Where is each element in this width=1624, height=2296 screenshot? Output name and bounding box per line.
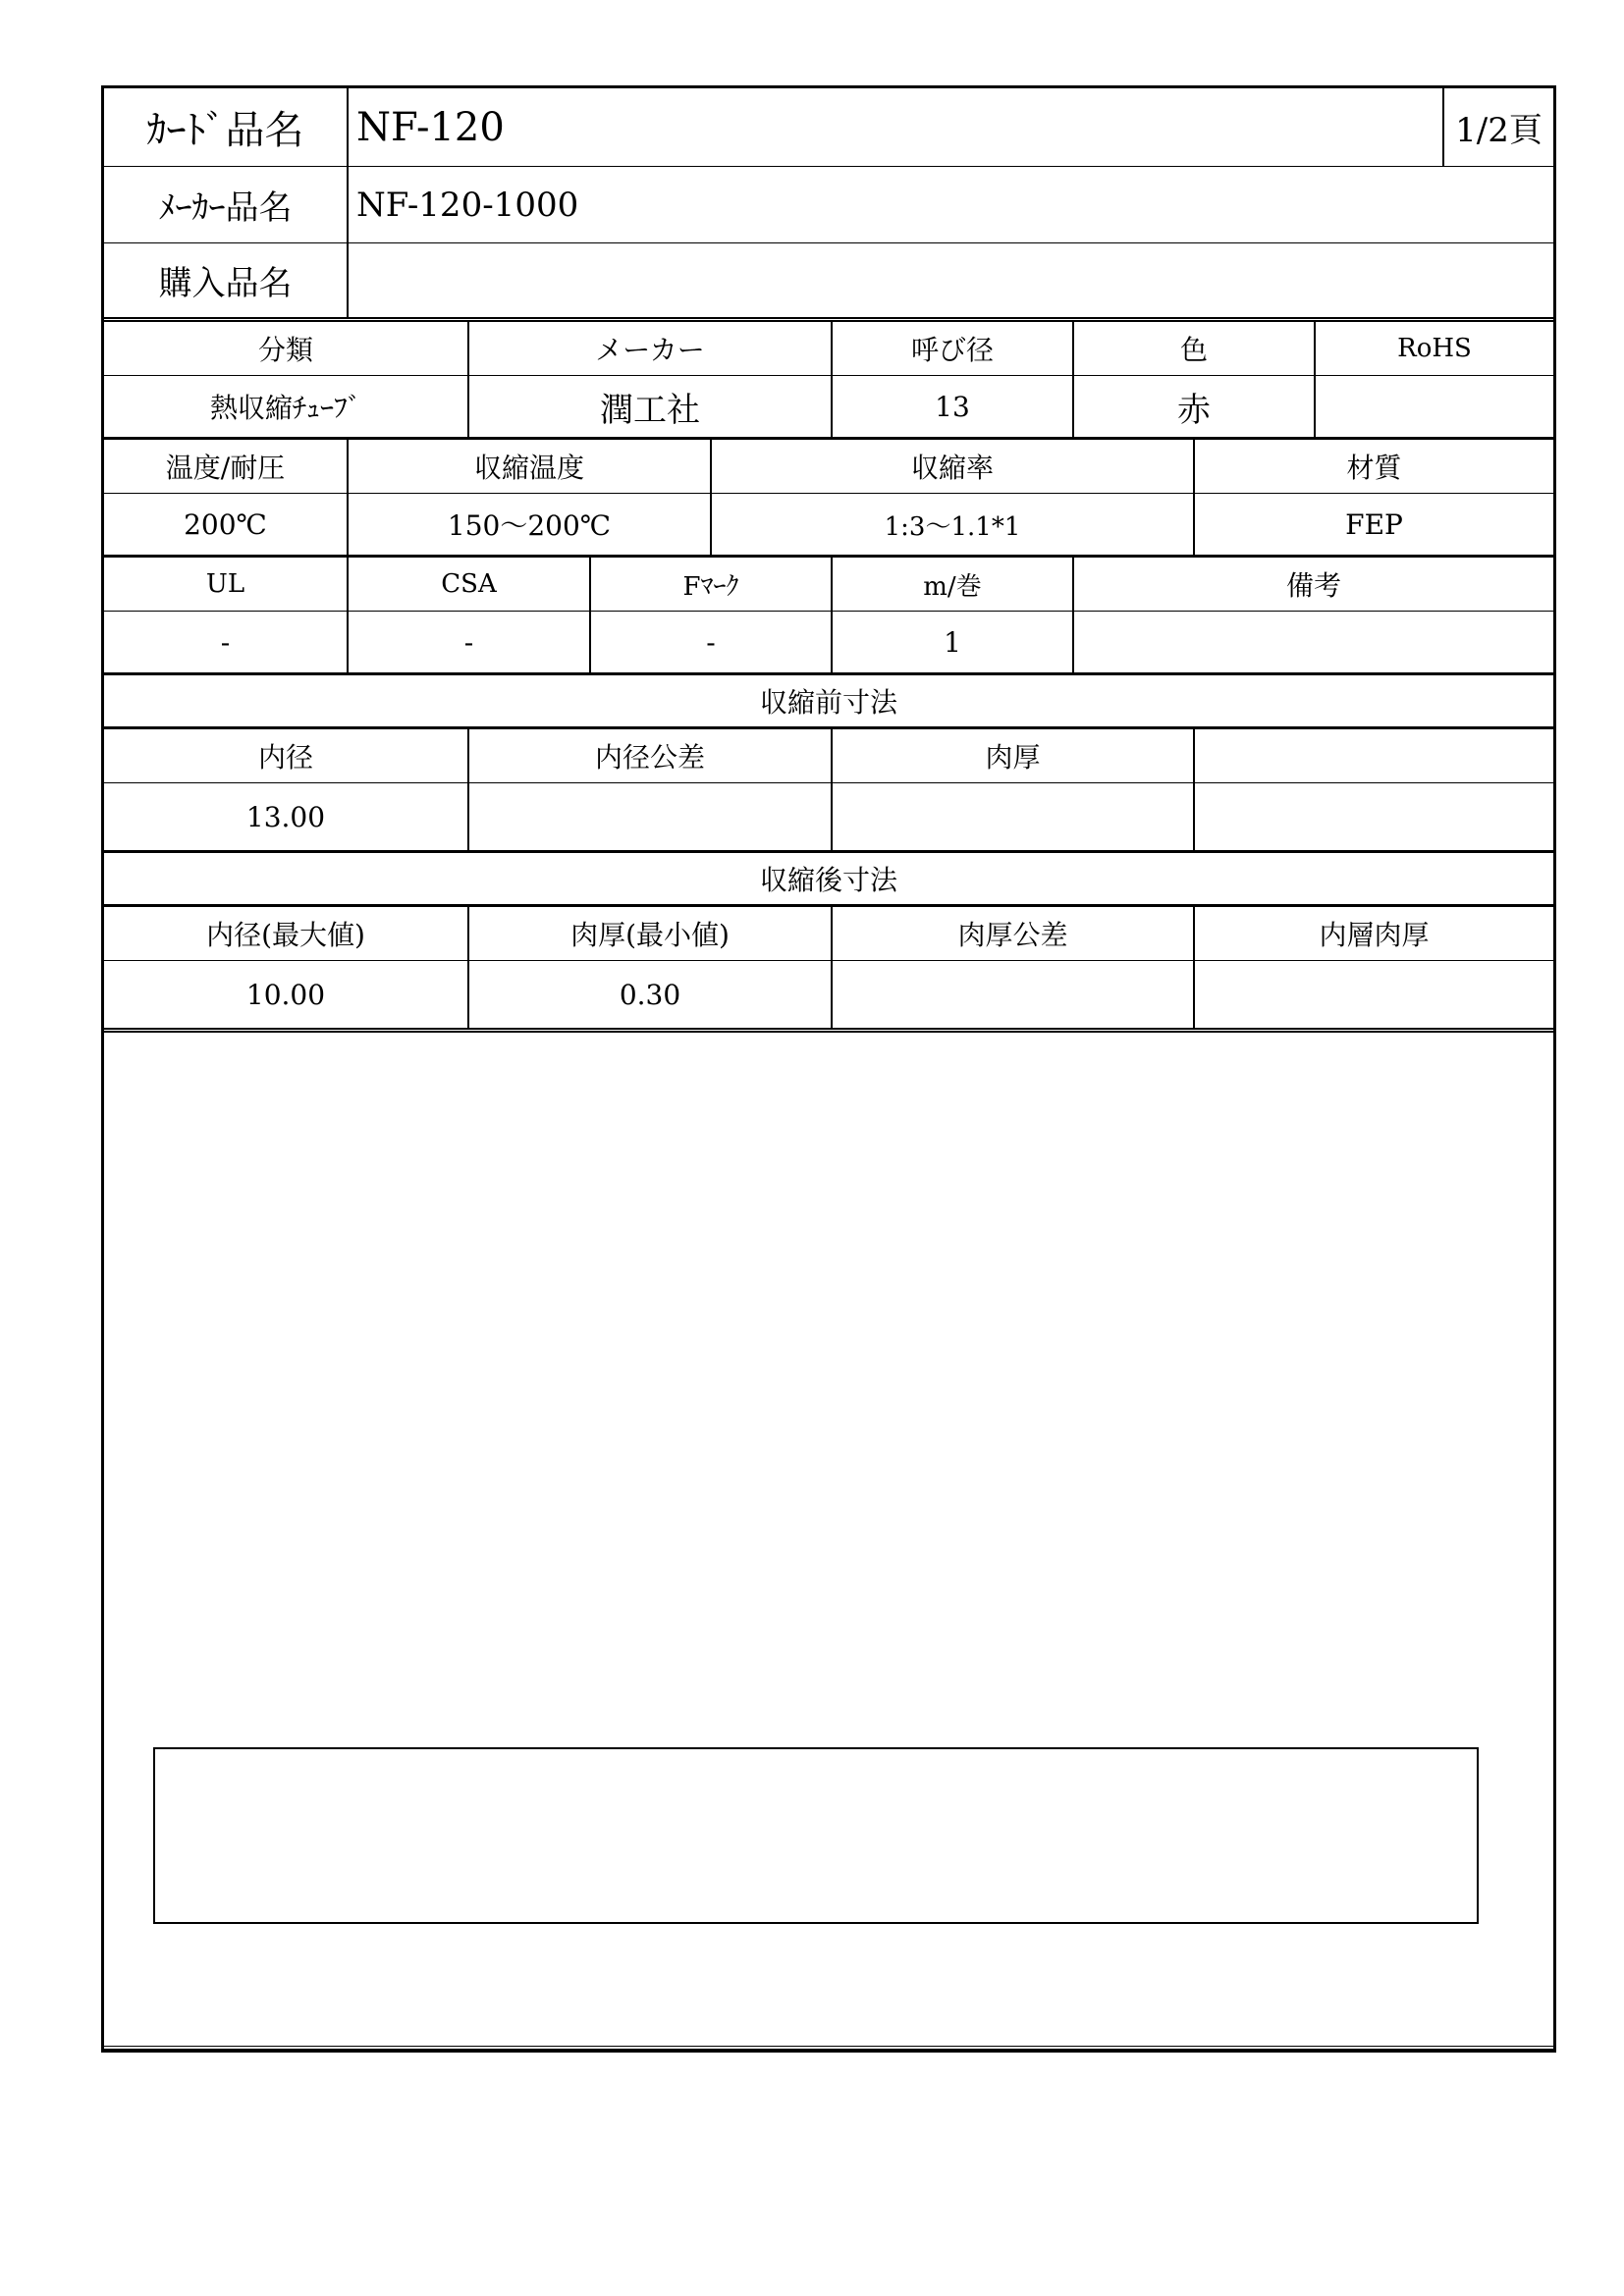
before-header-wall-thickness: 肉厚 xyxy=(831,729,1193,782)
before-header-inner-diameter: 内径 xyxy=(257,741,313,774)
maker-name-value: NF-120-1000 xyxy=(347,167,1553,242)
spec2-header-temperature: 温度/耐圧 xyxy=(165,452,286,484)
after-header-row xyxy=(104,907,1553,961)
before-value-inner-diameter: 13.00 xyxy=(245,800,326,833)
spec1-value-row xyxy=(104,376,1553,440)
before-value-blank xyxy=(1193,783,1553,850)
spec1-header-maker: メーカー xyxy=(467,322,831,375)
spec3-value-csa: - xyxy=(347,612,589,672)
spec2-value-material: FEP xyxy=(1193,494,1553,555)
spec3-header-row xyxy=(104,558,1553,612)
before-header-row xyxy=(104,729,1553,783)
spec2-value-temperature: 200℃ xyxy=(184,507,267,541)
after-header-inner-layer-thickness: 内層肉厚 xyxy=(1193,907,1553,960)
before-value-inner-diameter-tolerance xyxy=(467,783,831,850)
after-header-wall-thickness-tolerance: 肉厚公差 xyxy=(831,907,1193,960)
card-name-value: NF-120 xyxy=(347,88,1442,166)
spec3-value-f-mark: - xyxy=(589,612,831,672)
after-value-inner-layer-thickness xyxy=(1193,961,1553,1028)
spec1-header-rohs: RoHS xyxy=(1314,322,1553,375)
spec3-header-meters-per-roll: m/巻 xyxy=(831,558,1072,611)
before-header-inner-diameter-tolerance: 内径公差 xyxy=(467,729,831,782)
spec2-header-shrink-ratio: 収縮率 xyxy=(710,440,1193,493)
notes-box xyxy=(153,1747,1479,1924)
spec3-value-row xyxy=(104,612,1553,675)
page-number: 1/2頁 xyxy=(1442,88,1553,166)
maker-name-row xyxy=(104,167,1553,243)
before-value-row xyxy=(104,783,1553,853)
spec3-value-remarks xyxy=(1072,612,1553,672)
before-header-blank xyxy=(1193,729,1553,782)
spec3-header-remarks: 備考 xyxy=(1072,558,1553,611)
after-header-inner-diameter-max: 内径(最大値) xyxy=(206,919,365,951)
spec1-header-row xyxy=(104,322,1553,376)
before-title: 収縮前寸法 xyxy=(759,686,897,719)
after-value-inner-diameter-max: 10.00 xyxy=(245,978,326,1011)
spec3-header-ul: UL xyxy=(205,569,245,599)
spec3-header-csa: CSA xyxy=(347,558,589,611)
spec2-header-shrink-temperature: 収縮温度 xyxy=(347,440,710,493)
spec3-value-ul: - xyxy=(220,625,231,659)
spec3-header-f-mark: Fﾏｰｸ xyxy=(589,558,831,611)
card-name-label: ｶｰﾄﾞ品名 xyxy=(146,108,304,153)
spec1-header-category: 分類 xyxy=(257,334,313,366)
purchase-name-label: 購入品名 xyxy=(158,264,293,303)
spec-sheet xyxy=(101,85,1556,2053)
after-value-row xyxy=(104,961,1553,1033)
spec1-value-nominal-diameter: 13 xyxy=(831,376,1072,437)
after-title-row xyxy=(104,853,1553,907)
spec3-value-meters-per-roll: 1 xyxy=(831,612,1072,672)
after-value-wall-thickness-min: 0.30 xyxy=(467,961,831,1028)
spec1-value-category: 熱収縮ﾁｭｰﾌﾞ xyxy=(209,392,361,424)
before-value-wall-thickness xyxy=(831,783,1193,850)
spec1-header-color: 色 xyxy=(1072,322,1314,375)
spec2-header-material: 材質 xyxy=(1193,440,1553,493)
after-header-wall-thickness-min: 肉厚(最小値) xyxy=(467,907,831,960)
spec2-header-row xyxy=(104,440,1553,494)
spec2-value-shrink-temperature: 150～200℃ xyxy=(347,494,710,555)
before-title-row xyxy=(104,675,1553,729)
maker-name-label: ﾒｰｶｰ品名 xyxy=(158,188,293,228)
spec1-value-rohs xyxy=(1314,376,1553,437)
spec1-value-maker: 潤工社 xyxy=(467,376,831,437)
spec2-value-shrink-ratio: 1:3～1.1*1 xyxy=(710,494,1193,555)
spec2-value-row xyxy=(104,494,1553,558)
purchase-name-row xyxy=(104,243,1553,322)
card-name-row xyxy=(104,88,1553,167)
after-title: 収縮後寸法 xyxy=(759,864,897,896)
spec1-header-nominal-diameter: 呼び径 xyxy=(831,322,1072,375)
after-value-wall-thickness-tolerance xyxy=(831,961,1193,1028)
bottom-double-rule xyxy=(104,2046,1553,2050)
spec1-value-color: 赤 xyxy=(1072,376,1314,437)
purchase-name-value xyxy=(347,243,1553,317)
